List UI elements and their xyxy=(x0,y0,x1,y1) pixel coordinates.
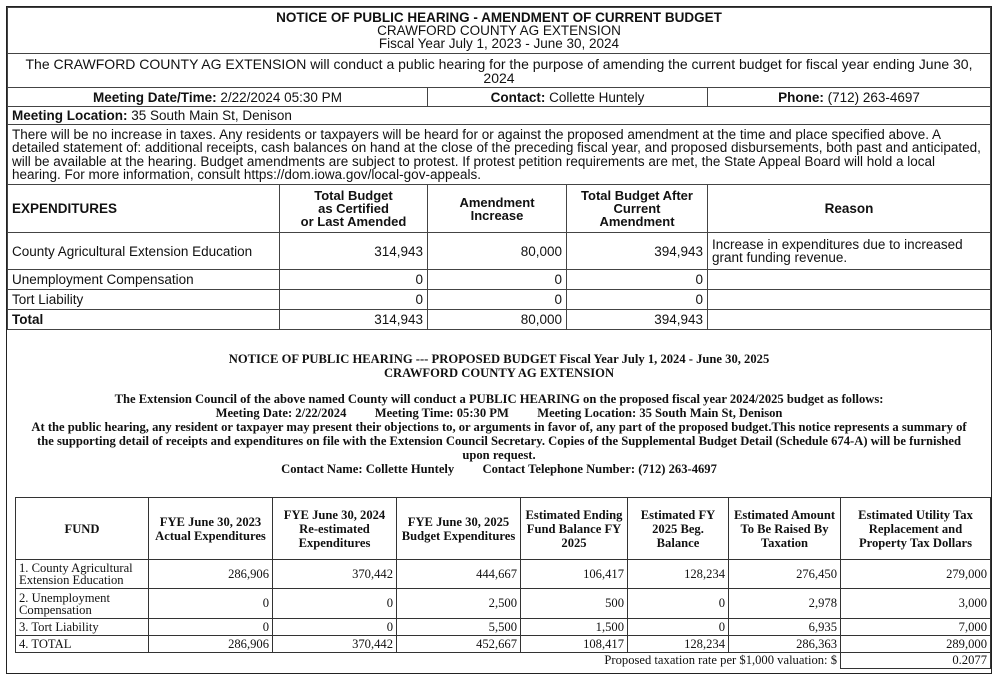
increase-header-line1: Amendment xyxy=(459,194,535,210)
proposed-budget-notice xyxy=(7,350,991,476)
amendment-row-certified: 0 xyxy=(280,270,428,290)
budget-row-budget-2025: 444,667 xyxy=(397,560,521,589)
meeting-phone xyxy=(708,88,991,107)
amendment-row-reason: Increase in expenditures due to increased grant funding revenue. xyxy=(708,233,991,270)
budget-total-reestimated-2024: 370,442 xyxy=(273,636,397,653)
budget-total-row xyxy=(16,636,991,653)
fund-header: FUND xyxy=(16,498,149,560)
expenditures-header: EXPENDITURES xyxy=(12,201,118,216)
budget-row-budget-2025: 5,500 xyxy=(397,619,521,636)
proposed-hearing-text: At the public hearing, any resident or taxpayer may present their objections to, or arguments in favor of, any part of the proposed budget.This notice represents a summary of the supporting detail of receipts and expenditures on file with the Extension Council Secretary. Copies of the Supplemental Budget Detail (Schedule 674-A) will be furnished upon request. xyxy=(31,420,967,462)
proposed-contact-name: Contact Name: Collette Huntely xyxy=(281,462,455,476)
budget-row-beginning-balance: 0 xyxy=(628,589,729,619)
ending-balance-header: Estimated Ending Fund Balance FY 2025 xyxy=(521,498,628,560)
proposed-meeting-location: Meeting Location: 35 South Main St, Denison xyxy=(537,406,783,420)
budget-row-reestimated-2024: 0 xyxy=(273,619,397,636)
meeting-contact-label: Contact: xyxy=(490,89,546,105)
budget-row-fund: 3. Tort Liability xyxy=(16,619,149,636)
entity-name: CRAWFORD COUNTY AG EXTENSION xyxy=(377,23,621,38)
budget-row-actual-2023: 0 xyxy=(149,619,273,636)
meeting-contact-value: Collette Huntely xyxy=(549,89,645,105)
meeting-datetime xyxy=(8,88,428,107)
amendment-row-certified: 314,943 xyxy=(280,233,428,270)
amendment-row xyxy=(8,290,991,310)
utility-tax-header: Estimated Utility Tax Replacement and Property Tax Dollars xyxy=(841,498,991,560)
meeting-datetime-value: 2/22/2024 05:30 PM xyxy=(220,89,342,105)
budget-row-actual-2023: 286,906 xyxy=(149,560,273,589)
fiscal-year: Fiscal Year July 1, 2023 - June 30, 2024 xyxy=(378,36,620,51)
budget-header-row xyxy=(16,498,991,560)
budget-row-ending-balance: 1,500 xyxy=(521,619,628,636)
budget-row-fund: 2. Unemployment Compensation xyxy=(16,589,149,619)
budget-row-utility-tax: 3,000 xyxy=(841,589,991,619)
amendment-row-increase: 0 xyxy=(428,270,567,290)
amendment-row-name: County Agricultural Extension Education xyxy=(8,233,280,270)
budget-row xyxy=(16,560,991,589)
amendment-total-after: 394,943 xyxy=(567,310,708,330)
increase-header-line2: Increase xyxy=(470,207,524,223)
increase-header xyxy=(428,185,567,233)
certified-header-line1: Total Budget xyxy=(314,188,393,203)
budget-row-utility-tax: 7,000 xyxy=(841,619,991,636)
proposed-meeting-date: Meeting Date: 2/22/2024 xyxy=(215,406,347,420)
budget-row-reestimated-2024: 370,442 xyxy=(273,560,397,589)
amendment-row-certified: 0 xyxy=(280,290,428,310)
meeting-location-label: Meeting Location: xyxy=(12,108,128,123)
budget-total-utility-tax: 289,000 xyxy=(841,636,991,653)
beginning-balance-header: Estimated FY 2025 Beg. Balance xyxy=(628,498,729,560)
meeting-location xyxy=(8,107,991,125)
tax-rate-label: Proposed taxation rate per $1,000 valuation: $ xyxy=(16,653,841,669)
notice-paragraph: There will be no increase in taxes. Any residents or taxpayers will be heard for or against the proposed amendment at the time and place specified above. A detailed statement of: additional receipts, cash balances on hand at the close of the preceding fiscal year, and proposed disbursements, both past and anticipated, will be available at the hearing. Budget amendments are subject to protest. If protest petition requirements are met, the State Appeal Board will hold a local hearing. For more information, consult https://dom.iowa.gov/local-gov-appeals. xyxy=(8,125,991,185)
meeting-contact xyxy=(428,88,708,107)
budget-total-fund: 4. TOTAL xyxy=(16,636,149,653)
taxation-header: Estimated Amount To Be Raised By Taxation xyxy=(729,498,841,560)
tax-rate-value: 0.2077 xyxy=(841,653,991,669)
amendment-row-increase: 0 xyxy=(428,290,567,310)
amendment-row xyxy=(8,270,991,290)
reestimated-2024-header: FYE June 30, 2024 Re-estimated Expenditures xyxy=(273,498,397,560)
proposed-intro: The Extension Council of the above named County will conduct a PUBLIC HEARING on the proposed fiscal year 2024/2025 budget as follows: xyxy=(114,392,884,406)
budget-row-taxation: 6,935 xyxy=(729,619,841,636)
meeting-phone-label: Phone: xyxy=(778,89,824,105)
proposed-meeting-line xyxy=(7,406,991,420)
amendment-row xyxy=(8,233,991,270)
budget-row-budget-2025: 2,500 xyxy=(397,589,521,619)
budget-row-beginning-balance: 0 xyxy=(628,619,729,636)
budget-row-taxation: 276,450 xyxy=(729,560,841,589)
budget-row-beginning-balance: 128,234 xyxy=(628,560,729,589)
intro-text: The CRAWFORD COUNTY AG EXTENSION will conduct a public hearing for the purpose of amending the current budget for fiscal year ending June 30, 2024 xyxy=(8,54,991,88)
proposed-contact-phone: Contact Telephone Number: (712) 263-4697 xyxy=(482,462,717,476)
notice-document xyxy=(6,6,992,674)
budget-row xyxy=(16,619,991,636)
meeting-location-value: 35 South Main St, Denison xyxy=(131,108,292,123)
certified-header-line3: or Last Amended xyxy=(300,214,407,229)
amendment-notice-table xyxy=(7,7,991,330)
notice-header xyxy=(8,8,991,54)
certified-header xyxy=(280,185,428,233)
budget-total-beginning-balance: 128,234 xyxy=(628,636,729,653)
amendment-row-reason xyxy=(708,290,991,310)
amendment-row-after: 0 xyxy=(567,270,708,290)
after-header-line2: Current xyxy=(613,201,661,216)
budget-row-ending-balance: 106,417 xyxy=(521,560,628,589)
reason-header: Reason xyxy=(824,201,874,216)
after-header-line1: Total Budget After xyxy=(581,188,693,203)
amendment-total-certified: 314,943 xyxy=(280,310,428,330)
budget-row-utility-tax: 279,000 xyxy=(841,560,991,589)
amendment-row-name: Unemployment Compensation xyxy=(8,270,280,290)
amendment-total-row xyxy=(8,310,991,330)
budget-total-ending-balance: 108,417 xyxy=(521,636,628,653)
budget-total-taxation: 286,363 xyxy=(729,636,841,653)
amendment-row-increase: 80,000 xyxy=(428,233,567,270)
amendment-header-row xyxy=(8,185,991,233)
certified-header-line2: as Certified xyxy=(318,201,389,216)
budget-2025-header: FYE June 30, 2025 Budget Expenditures xyxy=(397,498,521,560)
amendment-row-reason xyxy=(708,270,991,290)
budget-total-actual-2023: 286,906 xyxy=(149,636,273,653)
budget-row-ending-balance: 500 xyxy=(521,589,628,619)
after-header xyxy=(567,185,708,233)
proposed-contact-line xyxy=(7,462,991,476)
meeting-row xyxy=(8,88,991,107)
after-header-line3: Amendment xyxy=(599,214,675,229)
budget-row-reestimated-2024: 0 xyxy=(273,589,397,619)
proposed-meeting-time: Meeting Time: 05:30 PM xyxy=(374,406,509,420)
meeting-phone-value: (712) 263-4697 xyxy=(827,89,920,105)
amendment-row-name: Tort Liability xyxy=(8,290,280,310)
amendment-row-after: 394,943 xyxy=(567,233,708,270)
budget-row-actual-2023: 0 xyxy=(149,589,273,619)
budget-row-fund: 1. County Agricultural Extension Education xyxy=(16,560,149,589)
budget-row xyxy=(16,589,991,619)
amendment-row-after: 0 xyxy=(567,290,708,310)
proposed-title: NOTICE OF PUBLIC HEARING --- PROPOSED BUDGET Fiscal Year July 1, 2024 - June 30, 2025 xyxy=(228,352,770,366)
notice-title: NOTICE OF PUBLIC HEARING - AMENDMENT OF CURRENT BUDGET xyxy=(276,10,722,25)
budget-total-budget-2025: 452,667 xyxy=(397,636,521,653)
budget-row-taxation: 2,978 xyxy=(729,589,841,619)
meeting-datetime-label: Meeting Date/Time: xyxy=(93,89,217,105)
amendment-total-label: Total xyxy=(12,312,44,327)
amendment-total-increase: 80,000 xyxy=(428,310,567,330)
proposed-entity: CRAWFORD COUNTY AG EXTENSION xyxy=(383,366,615,380)
tax-rate-row xyxy=(16,653,991,669)
actual-2023-header: FYE June 30, 2023 Actual Expenditures xyxy=(149,498,273,560)
proposed-budget-table xyxy=(15,497,991,669)
